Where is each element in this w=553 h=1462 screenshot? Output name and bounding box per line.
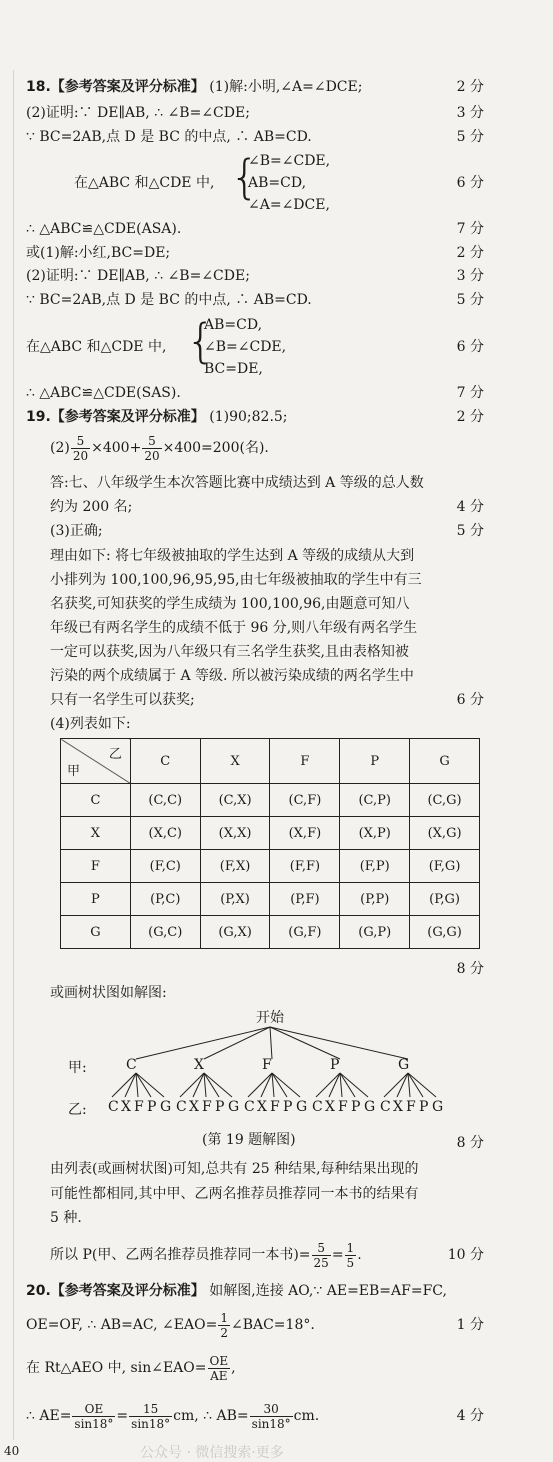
tree-branch-line [261,1073,272,1097]
tree-leaf: G [296,1099,308,1115]
q18-line-10: ∴ △ABC≌△CDE(SAS). 7 分 [26,382,484,404]
tree-node-l1: G [398,1057,410,1073]
q19-para-1: 理由如下: 将七年级被抽取的学生达到 A 等级的成绩从大到 [50,548,415,564]
tree-leaf: F [270,1099,280,1115]
table-corner-cell: 乙 甲 [61,739,131,784]
tree-branch-line [340,1073,368,1097]
q19-line-9: 或画树状图如解图: [50,985,167,1001]
tree-branch-line [316,1073,340,1097]
tree-leaf: P [419,1099,429,1115]
table-cell: (X,X) [200,817,270,850]
table-col-header: G [410,739,480,784]
tree-branch-line [136,1073,151,1097]
q19-conclusion-2: 可能性都相同,其中甲、乙两名推荐员推荐同一本书的结果有 [50,1186,419,1202]
score: 6 分 [456,175,484,191]
score: 5 分 [456,523,484,539]
q18-line-4: 在△ABC 和△CDE 中, { ∠B=∠CDE, AB=CD, ∠A=∠DCE, 6 分 [74,150,484,213]
tree-node-l1: X [194,1057,204,1073]
page-footer [0,1440,553,1462]
tree-leaf: P [147,1099,157,1115]
q18-line-3: ∵ BC=2AB,点 D 是 BC 的中点, ∴ AB=CD. 5 分 [26,126,484,148]
q19-para-3: 名获奖,可知获奖的学生成绩为 100,100,96,由题意可知八 [50,596,410,612]
tree-leaf: P [215,1099,225,1115]
q19-para-7: 只有一名学生可以获奖; 6 分 [26,689,484,711]
score: 5 分 [456,129,484,145]
q19-probability: 所以 P(甲、乙两名推荐员推荐同一本书)= $\frac{5}{25}$ = $\frac{1}{5}$ . 10 分 [26,1238,484,1272]
score: 6 分 [456,339,484,355]
score: 2 分 [456,245,484,261]
outcome-table [60,738,480,949]
q20-line-1: 20.【参考答案及评分标准】 如解图,连接 AO,∵ AE=EB=AF=FC, [26,1283,447,1299]
q18-line-7: (2)证明:∵ DE∥AB, ∴ ∠B=∠CDE; 3 分 [26,265,484,287]
q20-line-2: OE=OF, ∴ AB=AC, ∠EAO= $\frac{1}{2}$ ∠BAC=18°. 1 分 [26,1308,484,1342]
q18-line-8: ∵ BC=2AB,点 D 是 BC 的中点, ∴ AB=CD. 5 分 [26,289,484,311]
tree-leaf: X [325,1099,335,1115]
tree-leaf: C [108,1099,119,1115]
table-cell: (F,X) [200,850,270,883]
table-row-header: X [61,817,131,850]
score: 4 分 [456,499,484,515]
tree-branch-line [270,1027,272,1059]
table-col-header: X [200,739,270,784]
table-col-header: P [340,739,410,784]
q19-line-2: (2) $\frac{5}{20}$ ×400+ $\frac{5}{20}$ ×400=200(名). [50,433,269,463]
tree-node-l1: F [262,1057,272,1073]
table-cell: (F,G) [410,850,480,883]
tree-branch-line [248,1073,272,1097]
q18-line-6: 或(1)解:小红,BC=DE; 2 分 [26,242,484,264]
table-cell: (F,C) [130,850,200,883]
tree-leaf: C [380,1099,391,1115]
tree-branch-line [329,1073,340,1097]
tree-node-l1: C [126,1057,137,1073]
score: 5 分 [456,292,484,308]
table-row [61,784,480,817]
table-row [61,850,480,883]
tree-branch-line [204,1073,219,1097]
table-cell: (G,X) [200,916,270,949]
table-cell: (C,G) [410,784,480,817]
tree-yi-label: 乙: [68,1102,87,1118]
tree-branch-line [270,1027,408,1059]
table-cell: (C,C) [130,784,200,817]
table-row-header: F [61,850,131,883]
tree-leaf: C [312,1099,323,1115]
q19-score-8: 8 分 [456,961,484,977]
tree-node-l1: P [330,1057,340,1073]
tree-branch-line [270,1027,340,1059]
tree-branch-line [193,1073,204,1097]
watermark: 公众号 · 微信搜索·更多 [140,1445,284,1461]
tree-leaf: P [283,1099,293,1115]
table-cell: (G,G) [410,916,480,949]
table-cell: (C,F) [270,784,340,817]
table-header-row [61,739,480,784]
brace-icon: { [186,314,216,368]
tree-branch-line [180,1073,204,1097]
tree-leaf: G [432,1099,444,1115]
tree-branch-line [408,1073,423,1097]
score: 3 分 [456,268,484,284]
score: 6 分 [456,692,484,708]
q19-heading: 19.【参考答案及评分标准】 [26,409,205,425]
q19-line-1: 19.【参考答案及评分标准】 (1)90;82.5; 2 分 [26,406,484,428]
tree-branch-line [272,1073,300,1097]
q18-heading: 18.【参考答案及评分标准】 [26,79,205,95]
tree-leaf: F [338,1099,348,1115]
tree-leaf: G [228,1099,240,1115]
tree-root: 开始 [256,1010,284,1026]
table-col-header: F [270,739,340,784]
tree-leaf: F [134,1099,144,1115]
tree-leaf: P [351,1099,361,1115]
score: 7 分 [456,221,484,237]
table-cell: (X,C) [130,817,200,850]
tree-leaf: C [244,1099,255,1115]
table-cell: (P,C) [130,883,200,916]
q19-line-7: (4)列表如下: [50,716,131,732]
tree-branch-line [136,1027,270,1059]
table-row-header: P [61,883,131,916]
tree-branch-line [136,1073,164,1097]
q19-line-5: (3)正确; 5 分 [26,520,484,542]
table-row [61,817,480,850]
q19-line-4: 约为 200 名; 4 分 [26,496,484,518]
table-cell: (P,X) [200,883,270,916]
binding-margin-line [13,70,14,1440]
tree-leaf: G [160,1099,172,1115]
brace-icon: { [230,150,260,204]
q19-score-9: 8 分 [456,1135,484,1151]
q19-conclusion-3: 5 种. [50,1210,82,1226]
tree-leaf: C [176,1099,187,1115]
score: 7 分 [456,385,484,401]
tree-branch-line [204,1073,232,1097]
tree-branch-line [112,1073,136,1097]
tree-branch-line [397,1073,408,1097]
q20-line-3: 在 Rt△AEO 中, sin∠EAO= $\frac{OE}{AE}$ , [26,1353,236,1383]
table-cell: (C,X) [200,784,270,817]
q19-para-6: 污染的两个成绩属于 A 等级. 所以被污染成绩的两名学生中 [50,668,414,684]
table-cell: (X,P) [340,817,410,850]
tree-caption: (第 19 题解图) [202,1132,296,1148]
tree-branch-line [384,1073,408,1097]
table-cell: (F,P) [340,850,410,883]
tree-branch-line [204,1027,270,1059]
score: 3 分 [456,105,484,121]
table-cell: (F,F) [270,850,340,883]
table-row-header: G [61,916,131,949]
q19-conclusion-1: 由列表(或画树状图)可知,总共有 25 种结果,每种结果出现的 [50,1161,419,1177]
table-cell: (G,P) [340,916,410,949]
table-cell: (C,P) [340,784,410,817]
table-cell: (G,F) [270,916,340,949]
tree-branch-line [408,1073,436,1097]
table-row-header: C [61,784,131,817]
q19-para-2: 小排列为 100,100,96,95,95,由七年级被抽取的学生中有三 [50,572,422,588]
table-cell: (P,P) [340,883,410,916]
tree-branch-line [272,1073,287,1097]
table-cell: (P,F) [270,883,340,916]
q20-heading: 20.【参考答案及评分标准】 [26,1283,205,1299]
table-row [61,883,480,916]
tree-leaf: X [189,1099,199,1115]
table-cell: (X,F) [270,817,340,850]
table-cell: (G,C) [130,916,200,949]
score: 10 分 [447,1247,484,1263]
table-cell: (X,G) [410,817,480,850]
tree-leaf: G [364,1099,376,1115]
q19-para-5: 一定可以获奖,因为八年级只有三名学生获奖,且由表格知被 [50,644,409,660]
tree-leaf: F [406,1099,416,1115]
q20-line-4: ∴ AE= $\frac{OE}{\sin 18^\circ}$ = $\frac{15}{\sin 18^\circ}$ cm, ∴ AB= $\frac{30}{\sin 18^\circ}$ cm. 4 分 [26,1396,484,1436]
tree-leaf: X [121,1099,131,1115]
score: 2 分 [456,409,484,425]
q19-line-3: 答:七、八年级学生本次答题比赛中成绩达到 A 等级的总人数 [50,475,424,491]
tree-leaf: X [393,1099,403,1115]
tree-leaf: F [202,1099,212,1115]
score: 2 分 [456,79,484,95]
table-row [61,916,480,949]
table-cell: (P,G) [410,883,480,916]
q18-line-5: ∴ △ABC≌△CDE(ASA). 7 分 [26,218,484,240]
q18-line-9: 在△ABC 和△CDE 中, { AB=CD, ∠B=∠CDE, BC=DE, 6 分 [26,314,484,377]
table-col-header: C [130,739,200,784]
q18-line-1: 18.【参考答案及评分标准】 (1)解:小明,∠A=∠DCE; 2 分 [26,76,484,98]
q19-para-4: 年级已有两名学生的成绩不低于 96 分,则八年级有两名学生 [50,620,418,636]
tree-branch-line [125,1073,136,1097]
tree-leaf: X [257,1099,267,1115]
score: 4 分 [456,1408,484,1424]
score: 1 分 [456,1317,484,1333]
q18-line-2: (2)证明:∵ DE∥AB, ∴ ∠B=∠CDE; 3 分 [26,102,484,124]
tree-branch-line [340,1073,355,1097]
page-number: 40 [4,1444,20,1458]
tree-jia-label: 甲: [68,1060,87,1076]
